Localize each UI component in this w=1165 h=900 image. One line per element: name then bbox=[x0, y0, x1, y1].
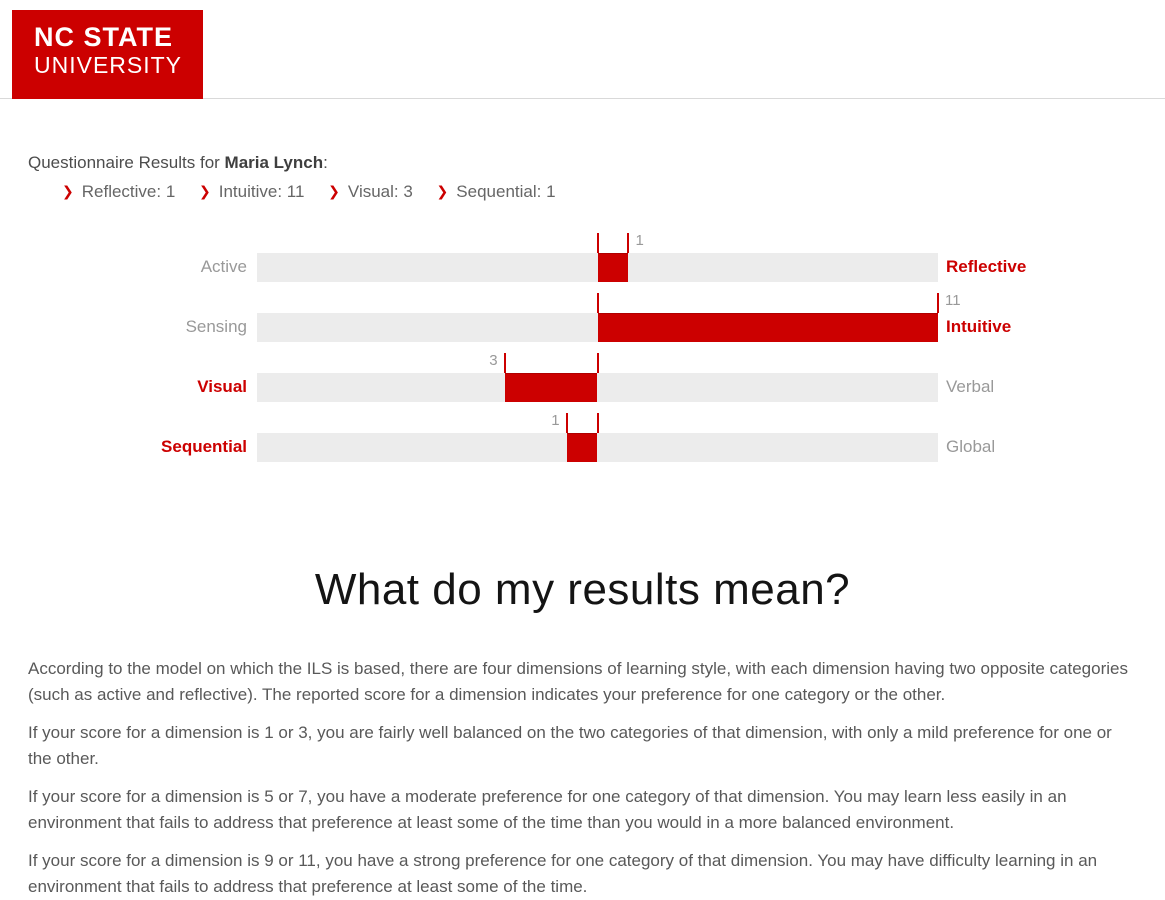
score-value: 1 bbox=[635, 232, 644, 249]
ils-score-chart bbox=[0, 226, 1165, 466]
score-bar bbox=[567, 433, 598, 462]
section-heading: What do my results mean? bbox=[314, 565, 851, 614]
results-intro-suffix: : bbox=[323, 153, 328, 172]
chart-row-sensing-intuitive bbox=[0, 286, 1165, 346]
scale-track bbox=[257, 232, 938, 282]
right-category-label: Global bbox=[946, 437, 996, 456]
result-item-visual bbox=[328, 182, 413, 201]
scale-track bbox=[257, 352, 938, 402]
results-intro-prefix: Questionnaire Results for bbox=[28, 153, 225, 172]
scale-tick bbox=[566, 413, 568, 433]
logo-line-2: UNIVERSITY bbox=[34, 52, 183, 78]
chevron-right-icon: ❯ bbox=[436, 183, 449, 199]
result-item-label: Reflective: 1 bbox=[81, 182, 176, 201]
scale-track bbox=[257, 412, 938, 462]
score-bar bbox=[598, 253, 629, 282]
chevron-right-icon: ❯ bbox=[199, 183, 211, 199]
explanation-text bbox=[28, 656, 1137, 900]
right-category-label: Intuitive bbox=[946, 317, 1012, 336]
explanation-paragraph: If your score for a dimension is 5 or 7, you have a moderate preference for one category of that dimension. You may learn less easily in an environment that fails to address that preference at least some of the time than you would in a more balanced environment. bbox=[28, 787, 1067, 832]
scale-tick bbox=[937, 293, 939, 313]
logo-line-1: NC STATE bbox=[34, 22, 173, 52]
left-category-label: Active bbox=[200, 257, 247, 276]
chevron-right-icon: ❯ bbox=[62, 183, 74, 199]
left-category-label: Visual bbox=[197, 377, 247, 396]
scale-tick bbox=[627, 233, 629, 253]
scale-tick bbox=[597, 413, 599, 433]
results-intro bbox=[28, 153, 1165, 173]
chart-row-active-reflective bbox=[0, 226, 1165, 286]
result-item-label: Visual: 3 bbox=[347, 182, 413, 201]
explanation-paragraph: If your score for a dimension is 1 or 3, you are fairly well balanced on the two categories of that dimension, with only a mild preference for one or the other. bbox=[28, 723, 1112, 768]
result-item-intuitive bbox=[199, 182, 304, 201]
chart-row-visual-verbal bbox=[0, 346, 1165, 406]
left-category-label: Sensing bbox=[185, 317, 247, 336]
result-item-label: Intuitive: 11 bbox=[218, 182, 305, 201]
scale-track bbox=[257, 292, 961, 342]
scale-tick bbox=[504, 353, 506, 373]
score-bar bbox=[505, 373, 598, 402]
result-item-sequential bbox=[437, 182, 556, 201]
result-item-label: Sequential: 1 bbox=[456, 182, 556, 201]
explanation-paragraph: According to the model on which the ILS is based, there are four dimensions of learning style, with each dimension having two opposite categories (such as active and reflective). The reported score for a dimension indicates your preference for one category or the other. bbox=[28, 659, 1128, 704]
right-category-label: Reflective bbox=[946, 257, 1027, 276]
page-header bbox=[0, 0, 1165, 99]
chevron-right-icon: ❯ bbox=[328, 183, 340, 199]
explanation-paragraph: If your score for a dimension is 9 or 11, you have a strong preference for one category of that dimension. You may have difficulty learning in an environment that fails to address that preference at least some of the time. bbox=[28, 851, 1098, 896]
right-category-label: Verbal bbox=[946, 377, 995, 396]
ncstate-logo[interactable] bbox=[12, 10, 203, 99]
score-bar bbox=[598, 313, 939, 342]
score-value: 11 bbox=[945, 292, 961, 309]
chart-row-sequential-global bbox=[0, 406, 1165, 466]
left-category-label: Sequential bbox=[161, 437, 247, 456]
score-value: 3 bbox=[489, 352, 498, 369]
results-summary bbox=[62, 182, 1165, 202]
scale-tick bbox=[597, 353, 599, 373]
student-name: Maria Lynch bbox=[224, 153, 324, 172]
result-item-reflective bbox=[62, 182, 175, 201]
score-value: 1 bbox=[551, 412, 560, 429]
scale-tick bbox=[597, 293, 599, 313]
scale-tick bbox=[597, 233, 599, 253]
